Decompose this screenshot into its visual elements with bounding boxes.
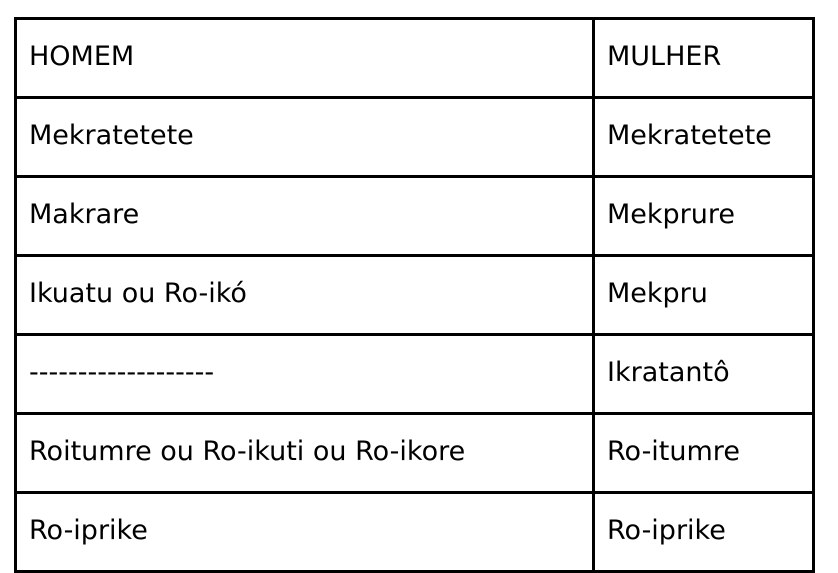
- cell-mulher-header: MULHER: [594, 19, 814, 98]
- cell-homem: Roitumre ou Ro-ikuti ou Ro-ikore: [16, 414, 594, 493]
- cell-homem: Ro-iprike: [16, 493, 594, 572]
- cell-homem: Makrare: [16, 177, 594, 256]
- cell-mulher: Ro-iprike: [594, 493, 814, 572]
- table-row: [16, 98, 814, 177]
- cell-homem: Mekratetete: [16, 98, 594, 177]
- table-row: [16, 256, 814, 335]
- table-row: [16, 335, 814, 414]
- cell-mulher: Mekprure: [594, 177, 814, 256]
- cell-mulher: Ikratantô: [594, 335, 814, 414]
- table-row: [16, 177, 814, 256]
- table-row: [16, 414, 814, 493]
- table-row: [16, 493, 814, 572]
- cell-mulher: Mekpru: [594, 256, 814, 335]
- cell-homem: Ikuatu ou Ro-ikó: [16, 256, 594, 335]
- cell-homem: -------------------: [16, 335, 594, 414]
- table-body: [16, 19, 814, 572]
- cell-mulher: Ro-itumre: [594, 414, 814, 493]
- cell-mulher: Mekratetete: [594, 98, 814, 177]
- kinship-terms-table: [14, 17, 815, 573]
- table-row-header: [16, 19, 814, 98]
- cell-homem-header: HOMEM: [16, 19, 594, 98]
